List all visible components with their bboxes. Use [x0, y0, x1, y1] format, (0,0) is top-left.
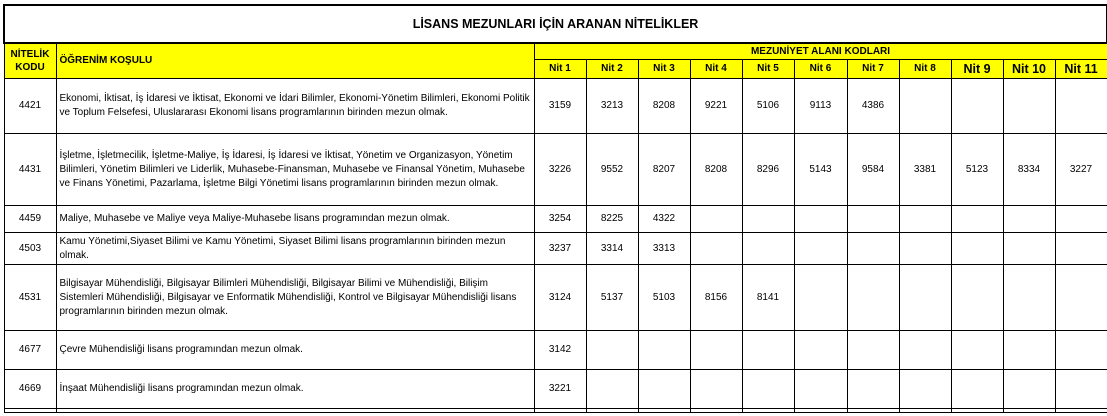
graduation-code-nit-4: 8156	[690, 265, 742, 331]
graduation-code-nit-10	[1003, 370, 1055, 409]
graduation-code-nit-4	[690, 331, 742, 370]
education-condition: Bilgisayar Mühendisliği, Bilgisayar Bilimleri Mühendisliği, Bilgisayar Bilimi ve Mühendisliği, Bilişim Sistemleri Mühendisliği, Bilgisayar ve Enformatik Mühendisliği, Kontrol ve Bilgisayar Mühendisliği lisans programlarının birinden mezun olmak.	[56, 265, 534, 331]
qualification-code: 4677	[4, 331, 56, 370]
education-condition: İşletme, İşletmecilik, İşletme-Maliye, İş İdaresi, İş İdaresi ve İktisat, Yönetim ve Organizasyon, Yönetim Bilimleri, Yönetim Bilimleri ve Liderlik, Muhasebe-Finansman, Muhasebe ve Finansal Yönetim, Muhasebe ve Finans Yönetimi, Pazarlama, İşletme Bilgi Yönetimi lisans programlarının birinden mezun olmak.	[56, 134, 534, 206]
graduation-code-nit-4	[690, 206, 742, 233]
graduation-code-nit-11	[1055, 206, 1107, 233]
graduation-code-nit-3: 8208	[638, 79, 690, 134]
graduation-code-nit-11	[1055, 370, 1107, 409]
graduation-code-nit-5	[742, 331, 794, 370]
graduation-code-nit-7	[847, 331, 899, 370]
empty-cell	[847, 409, 899, 413]
education-condition: Çevre Mühendisliği lisans programından mezun olmak.	[56, 331, 534, 370]
graduation-code-nit-10	[1003, 206, 1055, 233]
graduation-code-nit-7	[847, 206, 899, 233]
graduation-code-nit-1: 3159	[534, 79, 586, 134]
empty-cell	[1003, 409, 1055, 413]
graduation-code-nit-3: 8207	[638, 134, 690, 206]
graduation-code-nit-3	[638, 370, 690, 409]
graduation-code-nit-1: 3124	[534, 265, 586, 331]
graduation-code-nit-1: 3237	[534, 233, 586, 265]
graduation-code-nit-2: 3314	[586, 233, 638, 265]
graduation-code-nit-10	[1003, 79, 1055, 134]
graduation-code-nit-8: 3381	[899, 134, 951, 206]
table-row	[4, 134, 1107, 206]
graduation-code-nit-3: 5103	[638, 265, 690, 331]
graduation-code-nit-9	[951, 206, 1003, 233]
header-nit-11: Nit 11	[1055, 60, 1107, 79]
graduation-code-nit-6: 5143	[794, 134, 847, 206]
graduation-code-nit-9: 5123	[951, 134, 1003, 206]
graduation-code-nit-7	[847, 233, 899, 265]
header-nit-5: Nit 5	[742, 60, 794, 79]
header-nit-9: Nit 9	[951, 60, 1003, 79]
graduation-code-nit-7: 4386	[847, 79, 899, 134]
graduation-code-nit-11	[1055, 331, 1107, 370]
graduation-code-nit-1: 3221	[534, 370, 586, 409]
graduation-code-nit-8	[899, 265, 951, 331]
education-condition: Kamu Yönetimi,Siyaset Bilimi ve Kamu Yönetimi, Siyaset Bilimi lisans programlarının birinden mezun olmak.	[56, 233, 534, 265]
graduation-code-nit-10	[1003, 233, 1055, 265]
graduation-code-nit-4	[690, 233, 742, 265]
table-row	[4, 206, 1107, 233]
graduation-code-nit-2: 3213	[586, 79, 638, 134]
graduation-code-nit-5: 5106	[742, 79, 794, 134]
graduation-code-nit-2: 8225	[586, 206, 638, 233]
graduation-code-nit-4	[690, 370, 742, 409]
graduation-code-nit-6	[794, 265, 847, 331]
header-nit-3: Nit 3	[638, 60, 690, 79]
graduation-code-nit-7	[847, 370, 899, 409]
graduation-code-nit-9	[951, 79, 1003, 134]
graduation-code-nit-7	[847, 265, 899, 331]
header-nit-1: Nit 1	[534, 60, 586, 79]
header-nit-6: Nit 6	[794, 60, 847, 79]
empty-cell	[534, 409, 586, 413]
qualification-code: 4431	[4, 134, 56, 206]
header-nit-8: Nit 8	[899, 60, 951, 79]
qualifications-table	[3, 4, 1107, 413]
empty-cell	[794, 409, 847, 413]
header-nit-2: Nit 2	[586, 60, 638, 79]
qualification-code: 4531	[4, 265, 56, 331]
header-graduation-codes: MEZUNİYET ALANI KODLARI	[534, 43, 1107, 60]
graduation-code-nit-8	[899, 370, 951, 409]
empty-cell	[638, 409, 690, 413]
graduation-code-nit-5: 8296	[742, 134, 794, 206]
graduation-code-nit-7: 9584	[847, 134, 899, 206]
graduation-code-nit-6	[794, 233, 847, 265]
graduation-code-nit-3: 4322	[638, 206, 690, 233]
graduation-code-nit-6: 9113	[794, 79, 847, 134]
qualification-code: 4421	[4, 79, 56, 134]
education-condition: Maliye, Muhasebe ve Maliye veya Maliye-Muhasebe lisans programından mezun olmak.	[56, 206, 534, 233]
table-row-partial	[4, 409, 1107, 413]
header-nit-10: Nit 10	[1003, 60, 1055, 79]
header-qualification-code: NİTELİK KODU	[4, 43, 56, 79]
graduation-code-nit-2: 5137	[586, 265, 638, 331]
graduation-code-nit-1: 3254	[534, 206, 586, 233]
graduation-code-nit-11: 3227	[1055, 134, 1107, 206]
graduation-code-nit-5	[742, 233, 794, 265]
education-condition: Ekonomi, İktisat, İş İdaresi ve İktisat, Ekonomi ve İdari Bilimler, Ekonomi-Yönetim Bilimleri, Ekonomi Politik ve Toplum Felsefesi, Uluslararası Ekonomi lisans programlarının birinden mezun olmak.	[56, 79, 534, 134]
empty-cell	[586, 409, 638, 413]
empty-cell	[4, 409, 56, 413]
graduation-code-nit-4: 9221	[690, 79, 742, 134]
empty-cell	[742, 409, 794, 413]
graduation-code-nit-6	[794, 370, 847, 409]
graduation-code-nit-5	[742, 206, 794, 233]
table-row	[4, 265, 1107, 331]
education-condition: İnşaat Mühendisliği lisans programından mezun olmak.	[56, 370, 534, 409]
page-title: LİSANS MEZUNLARI İÇİN ARANAN NİTELİKLER	[4, 5, 1107, 43]
graduation-code-nit-11	[1055, 233, 1107, 265]
graduation-code-nit-8	[899, 233, 951, 265]
graduation-code-nit-3: 3313	[638, 233, 690, 265]
header-nit-7: Nit 7	[847, 60, 899, 79]
table-row	[4, 79, 1107, 134]
graduation-code-nit-5	[742, 370, 794, 409]
qualification-code: 4669	[4, 370, 56, 409]
header-nit-4: Nit 4	[690, 60, 742, 79]
graduation-code-nit-11	[1055, 265, 1107, 331]
qualification-code: 4503	[4, 233, 56, 265]
graduation-code-nit-10	[1003, 331, 1055, 370]
graduation-code-nit-10: 8334	[1003, 134, 1055, 206]
table-row	[4, 331, 1107, 370]
qualification-code: 4459	[4, 206, 56, 233]
header-education-condition: ÖĞRENİM KOŞULU	[56, 43, 534, 79]
qualifications-sheet	[3, 4, 1104, 413]
empty-cell	[899, 409, 951, 413]
graduation-code-nit-5: 8141	[742, 265, 794, 331]
graduation-code-nit-8	[899, 331, 951, 370]
graduation-code-nit-1: 3226	[534, 134, 586, 206]
graduation-code-nit-2	[586, 370, 638, 409]
graduation-code-nit-2	[586, 331, 638, 370]
graduation-code-nit-6	[794, 331, 847, 370]
table-row	[4, 370, 1107, 409]
graduation-code-nit-9	[951, 370, 1003, 409]
graduation-code-nit-4: 8208	[690, 134, 742, 206]
graduation-code-nit-10	[1003, 265, 1055, 331]
graduation-code-nit-1: 3142	[534, 331, 586, 370]
graduation-code-nit-6	[794, 206, 847, 233]
graduation-code-nit-9	[951, 265, 1003, 331]
graduation-code-nit-11	[1055, 79, 1107, 134]
graduation-code-nit-3	[638, 331, 690, 370]
graduation-code-nit-9	[951, 331, 1003, 370]
graduation-code-nit-2: 9552	[586, 134, 638, 206]
graduation-code-nit-8	[899, 206, 951, 233]
empty-cell	[951, 409, 1003, 413]
empty-cell	[1055, 409, 1107, 413]
graduation-code-nit-8	[899, 79, 951, 134]
empty-cell	[690, 409, 742, 413]
table-row	[4, 233, 1107, 265]
graduation-code-nit-9	[951, 233, 1003, 265]
empty-cell	[56, 409, 534, 413]
